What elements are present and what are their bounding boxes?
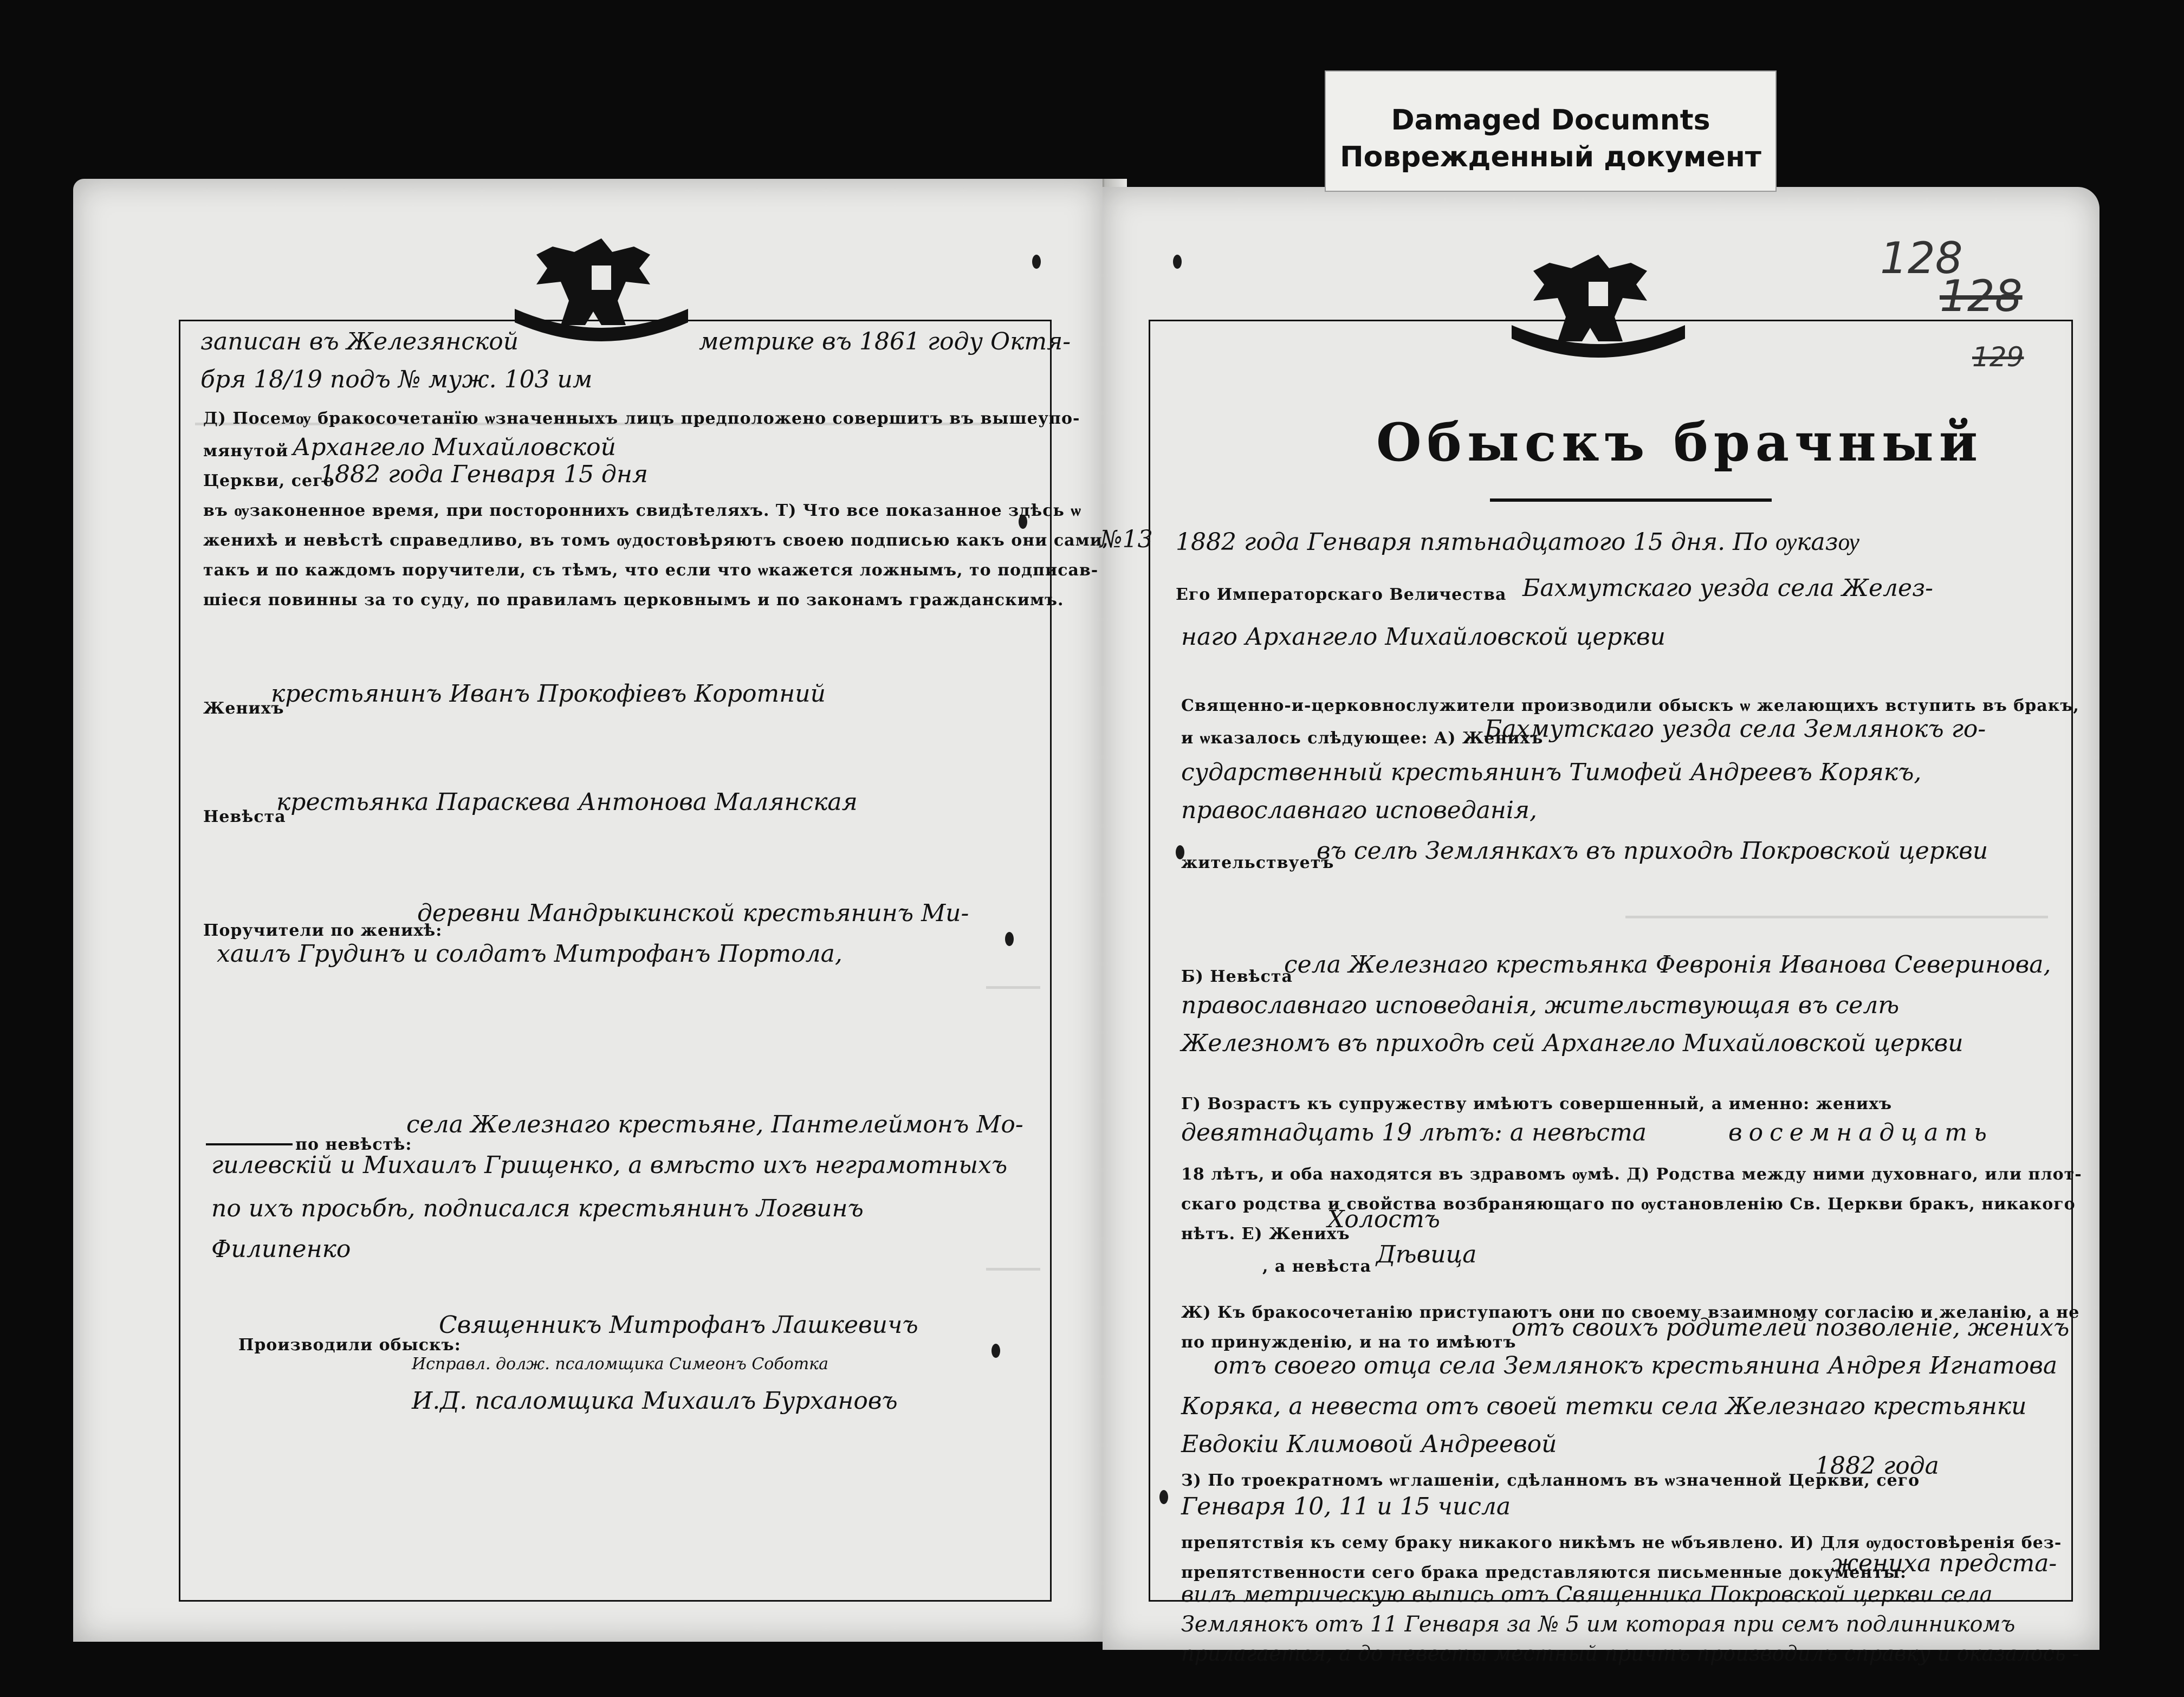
right-line: прилагается, а до невесты местный причтъ производилъ справку и оказалось -: [1181, 1642, 2079, 1666]
right-line: нѣтъ. Е) Женихъ: [1181, 1225, 1350, 1243]
signature-psalmist: И.Д. псаломщика Михаилъ Бурхановъ: [412, 1387, 898, 1415]
left-line: метрике въ 1861 году Октя-: [699, 328, 1071, 355]
right-line: Ж) Къ бракосочетанію приступаютъ они по своему взаимному согласію и желанію, а не: [1181, 1303, 2080, 1322]
binding-hole: [1005, 932, 1014, 946]
bride-guarantors-label: по невѣстѣ:: [295, 1135, 412, 1154]
left-line: мянутой: [203, 442, 289, 461]
right-line: Коряка, а невеста отъ своей тетки села Железнаго крестьянки: [1181, 1392, 2027, 1420]
bride-label: Невѣста: [203, 807, 286, 826]
left-line: такъ и по каждомъ поручители, съ тѣмъ, что если что ѡкажется ложнымъ, то подписав-: [203, 561, 1099, 580]
imperial-eagle-emblem-left: [515, 228, 688, 352]
right-line: препятственности сего брака представляются письменные документы:: [1181, 1563, 1907, 1582]
right-line: Холостъ: [1327, 1206, 1441, 1233]
right-line: Б) Невѣста: [1181, 967, 1293, 986]
right-line: , а невѣста: [1262, 1257, 1372, 1276]
imperial-eagle-emblem-right: [1512, 244, 1685, 368]
right-line: восемнадцать: [1728, 1119, 1993, 1147]
right-line: въ селѣ Землянкахъ въ приходѣ Покровской церкви: [1317, 837, 1988, 865]
bride-guarantors-value: села Железнаго крестьяне, Пантелеймонъ Мо-: [406, 1111, 1023, 1138]
dash-rule: [206, 1143, 293, 1145]
damaged-document-stamp: [1325, 70, 1777, 192]
left-line: 1882 года Генваря 15 дня: [320, 461, 649, 488]
left-line: шiеся повинны за то суду, по правиламъ церковнымъ и по законамъ гражданскимъ.: [203, 591, 1064, 610]
binding-hole: [1173, 255, 1182, 269]
page-number-struck: 128: [1940, 271, 2023, 321]
right-line: 18 лѣтъ, и оба находятся въ здравомъ ѹмѣ. Д) Родства между ними духовнаго, или плот-: [1181, 1165, 2082, 1184]
right-line: Евдокіи Климовой Андреевой: [1181, 1430, 1557, 1458]
left-line: Д) Посемѹ бракосочетанїю ѡзначенныхъ лицъ предположено совершитъ въ вышеупо-: [203, 409, 1080, 428]
right-line: православнаго исповеданія,: [1181, 796, 1538, 824]
right-line: отъ своего отца села Землянокъ крестьянина Андрея Игнатова: [1214, 1352, 2058, 1379]
page-number-struck-small: 129: [1972, 341, 2024, 373]
right-line: православнаго исповеданія, жительствующая въ селѣ: [1181, 992, 1900, 1019]
groom-label: Женихъ: [203, 699, 284, 718]
bride-guarantors-value: гилевскій и Михаилъ Грищенко, а вмѣсто ихъ неграмотныхъ: [211, 1151, 1008, 1179]
groom-guarantors-value: деревни Мандрыкинской крестьянинъ Ми-: [417, 899, 969, 927]
groom-value: крестьянинъ Иванъ Прокофiевъ Коротний: [271, 680, 826, 708]
stamp-line-2: Поврежденный документ: [1340, 141, 1761, 173]
right-line: Генваря 10, 11 и 15 числа: [1181, 1493, 1511, 1520]
right-line: 1882 года Генваря пятьнадцатого 15 дня. По ѹказѹ: [1176, 528, 1859, 556]
groom-guarantors-value: хаилъ Грудинъ и солдатъ Митрофанъ Портола,: [217, 940, 843, 968]
right-line: и ѡказалось слѣдующее: А) Женихъ: [1181, 729, 1544, 748]
left-line: бря 18/19 подъ № муж. 103 им: [200, 366, 593, 393]
signature-psalmist-acting: Исправл. долж. псаломщика Симеонъ Соботка: [412, 1355, 828, 1374]
bride-value: крестьянка Параскева Антонова Малянская: [276, 788, 858, 816]
signature-priest: Священникъ Митрофанъ Лашкевичъ: [439, 1311, 918, 1339]
right-line: Железномъ въ приходѣ сей Архангело Михайловской церкви: [1181, 1029, 1963, 1057]
right-line: жительствуетъ: [1181, 853, 1334, 872]
right-line: Г) Возрастъ къ супружеству имѣютъ совершенный, а именно: женихъ: [1181, 1094, 1893, 1113]
binding-hole: [991, 1344, 1000, 1358]
document-title: Обыскъ брачный: [1376, 412, 1984, 473]
binding-hole: [1159, 1490, 1168, 1504]
left-line: Архангело Михайловской: [293, 433, 616, 461]
right-line: сударственный крестьянинъ Тимофей Андреевъ Корякъ,: [1181, 759, 1922, 786]
groom-guarantors-label: Поручители по женихѣ:: [203, 921, 443, 940]
right-line: отъ своихъ родителей позволеніе, женихъ: [1512, 1314, 2070, 1342]
right-line: девятнадцать 19 лѣтъ: а невѣста: [1181, 1119, 1647, 1147]
right-line: Бахмутскаго уезда села Землянокъ го-: [1485, 715, 1986, 743]
page-number: 128: [1880, 233, 1963, 283]
left-line: женихѣ и невѣстѣ справедливо, въ томъ ѹдостовѣряютъ своею подписью какъ они сами,: [203, 531, 1109, 550]
right-line: 1882 года: [1815, 1452, 1939, 1480]
bride-guarantors-value: Филипенко: [211, 1235, 351, 1263]
right-line: скаго родства и свойства возбраняющаго по ѹстановленію Св. Церкви бракъ, никакого: [1181, 1195, 2076, 1214]
right-line: Дѣвица: [1376, 1241, 1477, 1268]
bride-guarantors-value: по ихъ просьбѣ, подписался крестьянинъ Логвинъ: [211, 1195, 864, 1222]
right-line: Его Императорскаго Величества: [1176, 585, 1507, 604]
left-line: записан въ Железянской: [200, 328, 519, 355]
binding-hole: [1032, 255, 1041, 269]
right-line: Священно-и-церковнослужители производили обыскъ ѡ желающихъ вступить въ бракъ,: [1181, 696, 2079, 715]
right-line: З) По троекратномъ ѡглашеніи, сдѣланномъ въ ѡзначенной Церкви, сего: [1181, 1471, 1920, 1490]
right-line: Землянокъ отъ 11 Генваря за № 5 им которая при семъ подлинникомъ: [1181, 1612, 2015, 1637]
right-line: по принужденію, и на то имѣютъ: [1181, 1333, 1517, 1352]
right-line: села Железнаго крестьянка Февронія Иванова Северинова,: [1284, 951, 2051, 979]
search-performed-label: Производили обыскъ:: [238, 1336, 461, 1355]
left-line: Церкви, сего: [203, 471, 335, 490]
right-line: жениха предста-: [1831, 1550, 2057, 1577]
right-line: препятствія къ сему браку никакого никѣмъ не ѡбъявлено. И) Для ѹдостовѣренія без-: [1181, 1533, 2062, 1552]
left-line: въ ѹзаконенное время, при постороннихъ свидѣтеляхъ. Т) Что все показанное здѣсь ѡ: [203, 501, 1081, 520]
right-line: наго Архангело Михайловской церкви: [1181, 623, 1665, 651]
right-line: вилъ метрическую выпись отъ Священника Покровской церкви села: [1181, 1582, 1993, 1607]
right-line: Бахмутскаго уезда села Желез-: [1522, 574, 1933, 602]
title-rule: [1490, 498, 1772, 502]
record-number: №13: [1100, 526, 1153, 553]
stamp-line-1: Damaged Documnts: [1391, 104, 1710, 137]
